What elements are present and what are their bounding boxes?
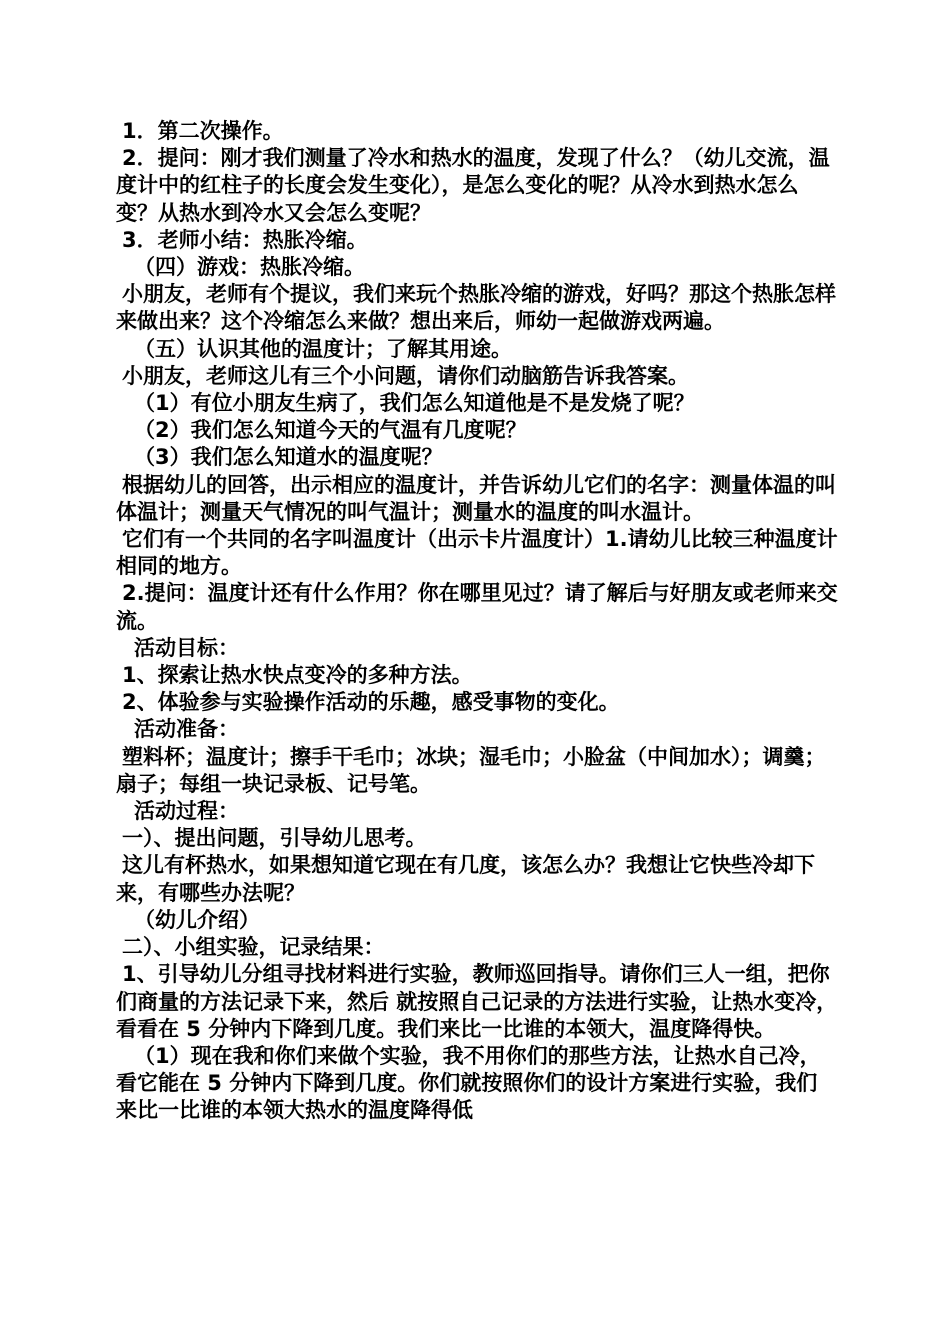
paragraph: 二）、小组实验，记录结果： [122, 935, 385, 960]
paragraph: 1、探索让热水快点变冷的多种方法。 [122, 663, 473, 688]
paragraph: 小朋友，老师有个提议，我们来玩个热胀冷缩的游戏，好吗？那这个热胀怎样来做出来？这个冷缩怎么来做？想出来后，师幼一起做游戏两遍。 [116, 282, 836, 334]
paragraph: （2）我们怎么知道今天的气温有几度呢？ [134, 418, 527, 443]
paragraph: 1．第二次操作。 [122, 119, 284, 143]
paragraph: 3．老师小结：热胀冷缩。 [122, 227, 368, 252]
paragraph: 小朋友，老师这儿有三个小问题，请你们动脑筋告诉我答案。 [122, 363, 689, 388]
paragraph: 这儿有杯热水，如果想知道它现在有几度，该怎么办？我想让它快些冷却下来，有哪些办法呢？ [116, 853, 815, 905]
paragraph: （幼儿介绍） [134, 907, 260, 932]
paragraph: 活动准备： [134, 717, 239, 742]
paragraph: 2.提问：温度计还有什么作用？你在哪里见过？请了解后与好朋友或老师来交流。 [116, 581, 838, 633]
paragraph: 根据幼儿的回答，出示相应的温度计，并告诉幼儿它们的名字：测量体温的叫体温计；测量天气情况的叫气温计；测量水的温度的叫水温计。 [116, 472, 836, 524]
paragraph: 2．提问：刚才我们测量了冷水和热水的温度，发现了什么？（幼儿交流，温度计中的红柱子的长度会发生变化），是怎么变化的呢？从冷水到热水怎么变？从热水到冷水又会怎么变呢？ [116, 146, 830, 225]
paragraph: （3）我们怎么知道水的温度呢？ [134, 445, 443, 470]
paragraph: 1、引导幼儿分组寻找材料进行实验，教师巡回指导。请你们三人一组，把你们商量的方法记录下来，然后 就按照自己记录的方法进行实验，让热水变冷，看看在 5 分钟内下降到几度。我们来比一比谁的本领大，温度降得快。 [116, 962, 838, 1041]
paragraph: 塑料杯；温度计；擦手干毛巾；冰块；湿毛巾；小脸盆（中间加水）；调羹；扇子；每组一块记录板、记号笔。 [116, 744, 826, 796]
paragraph: （1）现在我和你们来做个实验，我不用你们的那些方法，让热水自己冷，看它能在 5 分钟内下降到几度。你们就按照你们的设计方案进行实验，我们来比一比谁的本领大热水的温度降得低 [116, 1043, 821, 1123]
paragraph: （四）游戏：热胀冷缩。 [134, 255, 365, 280]
paragraph: 2、体验参与实验操作活动的乐趣，感受事物的变化。 [122, 690, 620, 715]
paragraph: （1）有位小朋友生病了，我们怎么知道他是不是发烧了呢？ [134, 391, 695, 416]
paragraph: 一）、提出问题，引导幼儿思考。 [122, 826, 427, 851]
paragraph: 活动目标： [134, 635, 239, 660]
paragraph: 它们有一个共同的名字叫温度计（出示卡片温度计）1.请幼儿比较三种温度计相同的地方。 [116, 527, 838, 579]
paragraph: （五）认识其他的温度计；了解其用途。 [134, 336, 512, 361]
document-body [116, 118, 838, 1125]
paragraph: 活动过程： [134, 799, 239, 824]
